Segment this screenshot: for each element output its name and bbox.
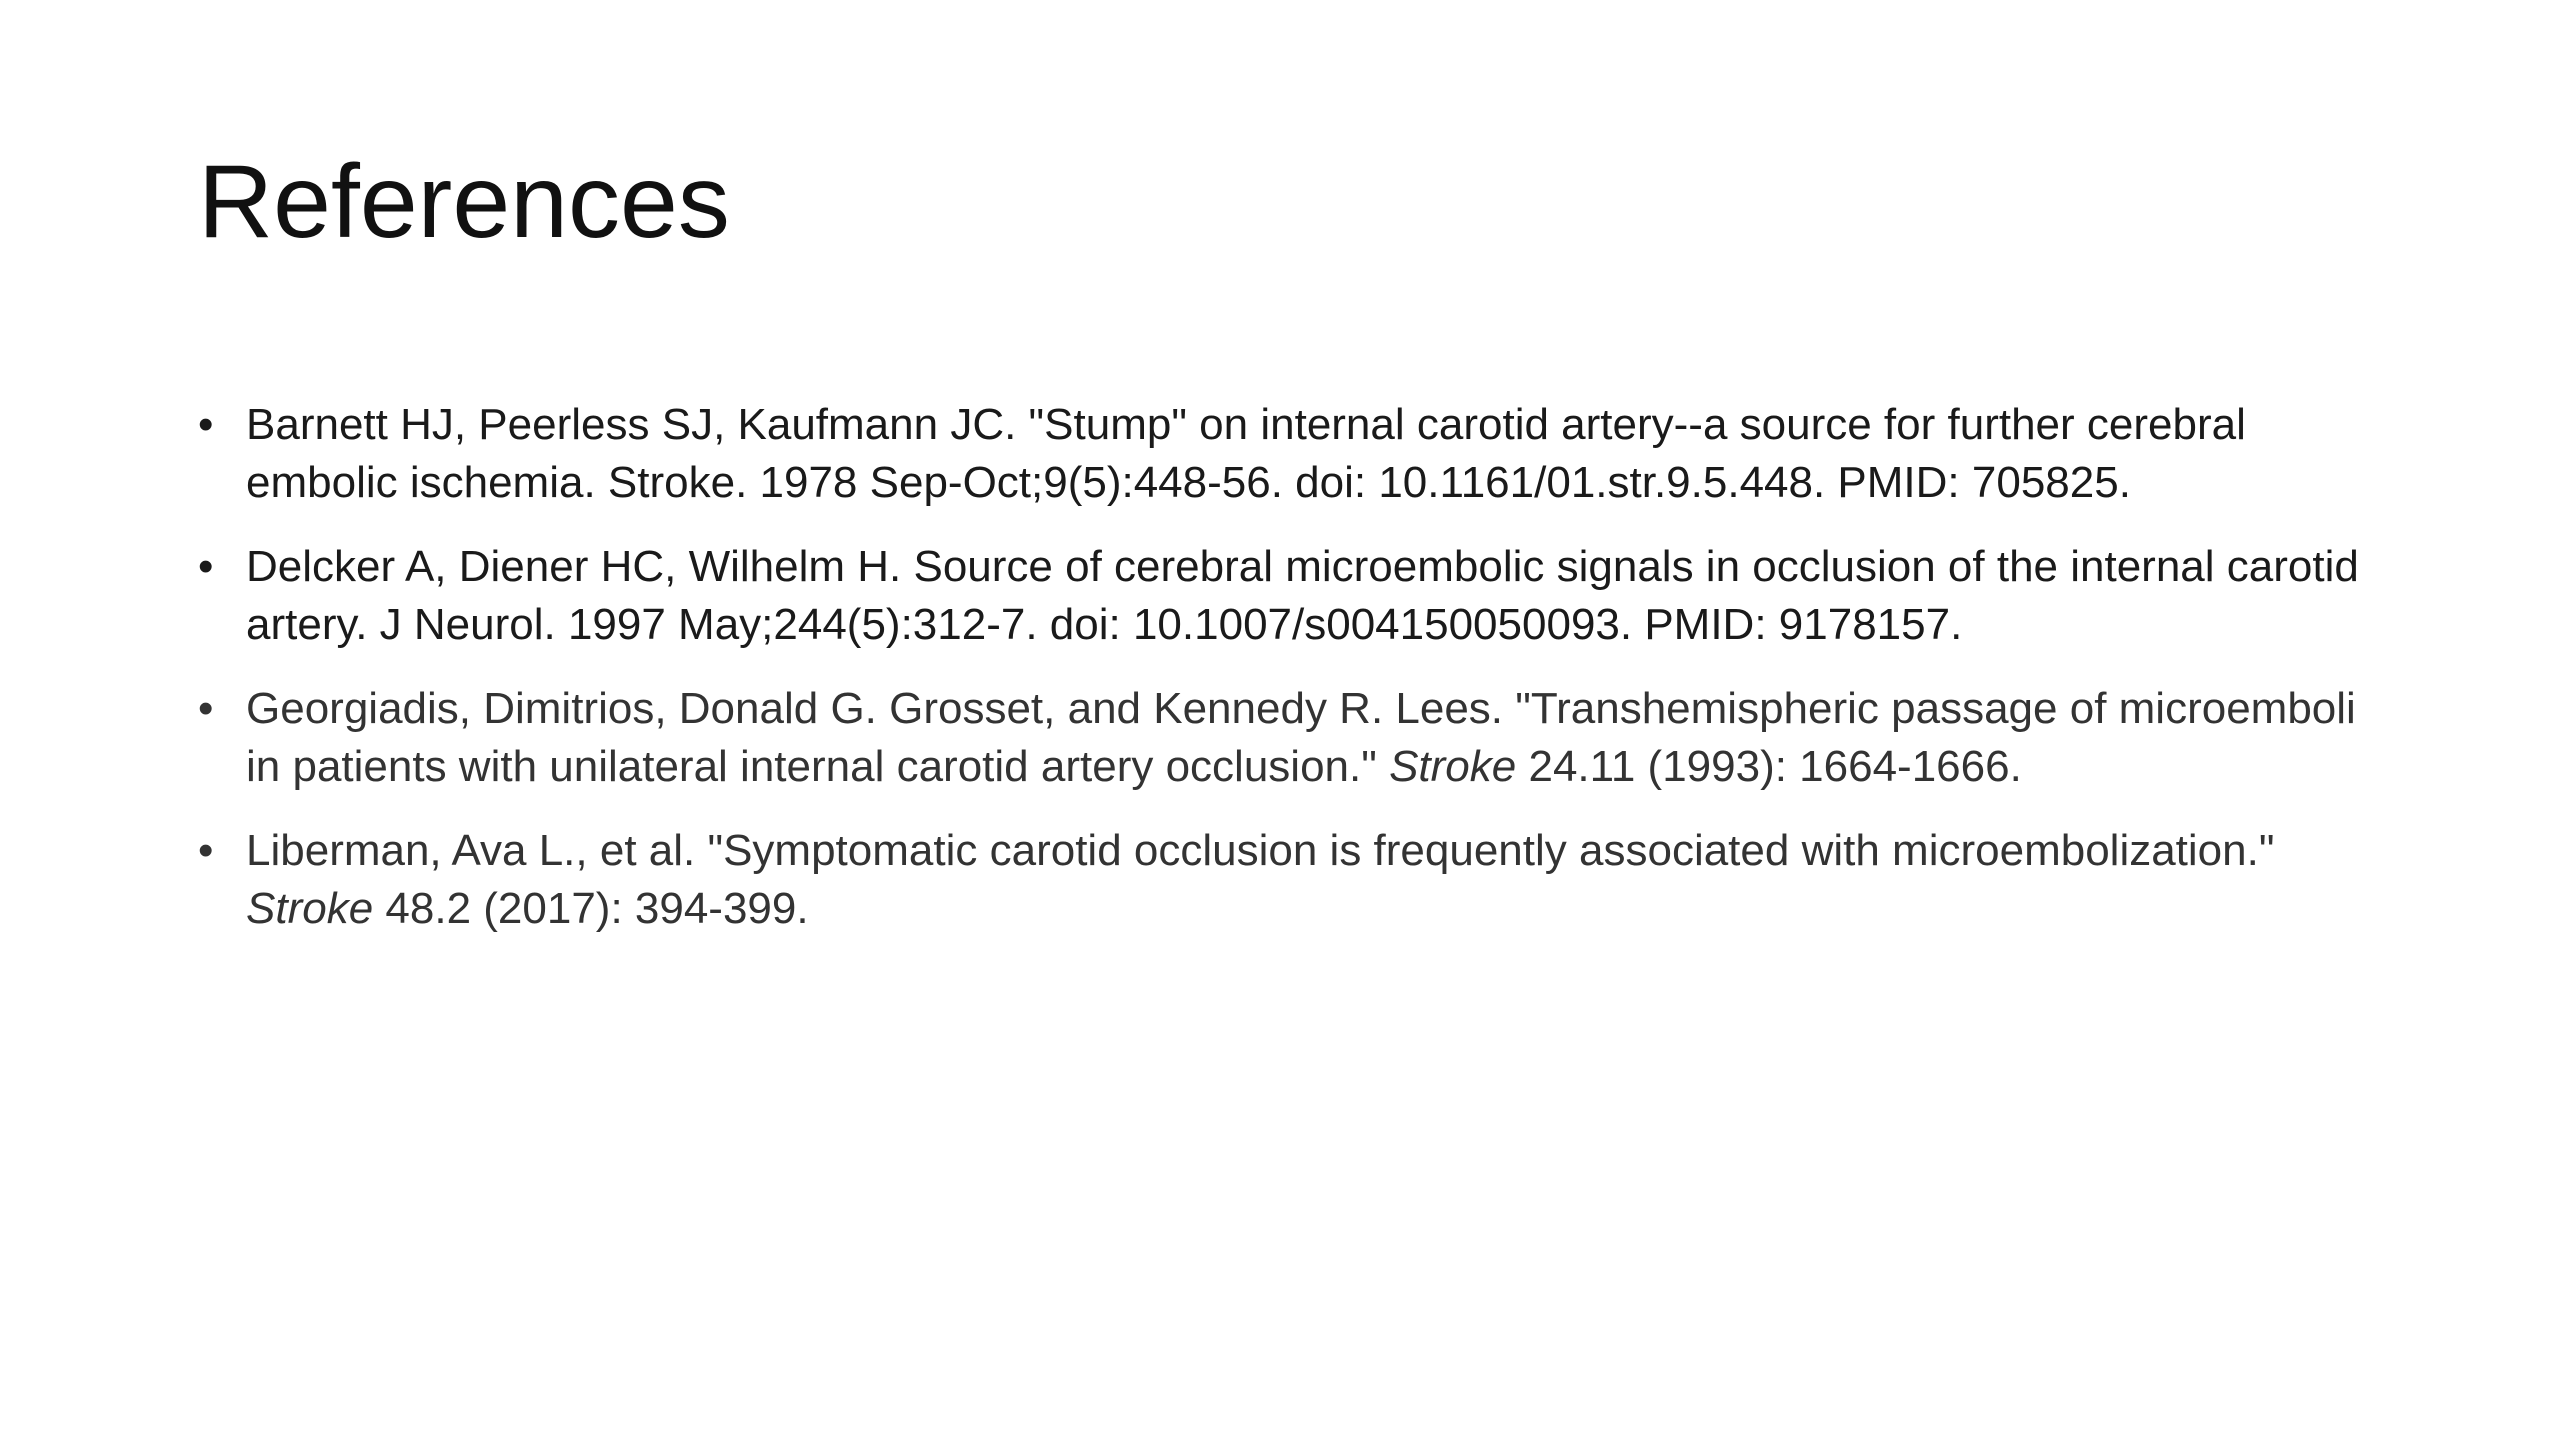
reference-list (198, 396, 2378, 964)
reference-text: Liberman, Ava L., et al. "Symptomatic carotid occlusion is frequently associated with microembolization." (246, 826, 2275, 875)
reference-item (198, 822, 2378, 938)
reference-citation: 48.2 (2017): 394-399. (373, 884, 809, 933)
bullet-icon: • (198, 542, 214, 591)
slide-title: References (198, 144, 730, 260)
reference-item (198, 396, 2378, 512)
reference-item (198, 680, 2378, 796)
reference-item (198, 538, 2378, 654)
reference-text: Georgiadis, Dimitrios, Donald G. Grosset, and Kennedy R. Lees. "Transhemispheric passage of microemboli in patients with unilateral internal carotid artery occlusion." (246, 684, 2356, 791)
reference-citation: 24.11 (1993): 1664-1666. (1516, 742, 2022, 791)
bullet-icon: • (198, 826, 214, 875)
reference-journal: Stroke (1389, 742, 1517, 791)
reference-text: Delcker A, Diener HC, Wilhelm H. Source of cerebral microembolic signals in occlusion of the internal carotid artery. J Neurol. 1997 May;244(5):312-7. doi: 10.1007/s004150050093. PMID: 9178157. (246, 542, 2359, 649)
bullet-icon: • (198, 684, 214, 733)
reference-journal: Stroke (246, 884, 374, 933)
bullet-icon: • (198, 400, 214, 449)
reference-text: Barnett HJ, Peerless SJ, Kaufmann JC. "Stump" on internal carotid artery--a source for further cerebral embolic ischemia. Stroke. 1978 Sep-Oct;9(5):448-56. doi: 10.1161/01.str.9.5.448. PMID: 705825. (246, 400, 2246, 507)
